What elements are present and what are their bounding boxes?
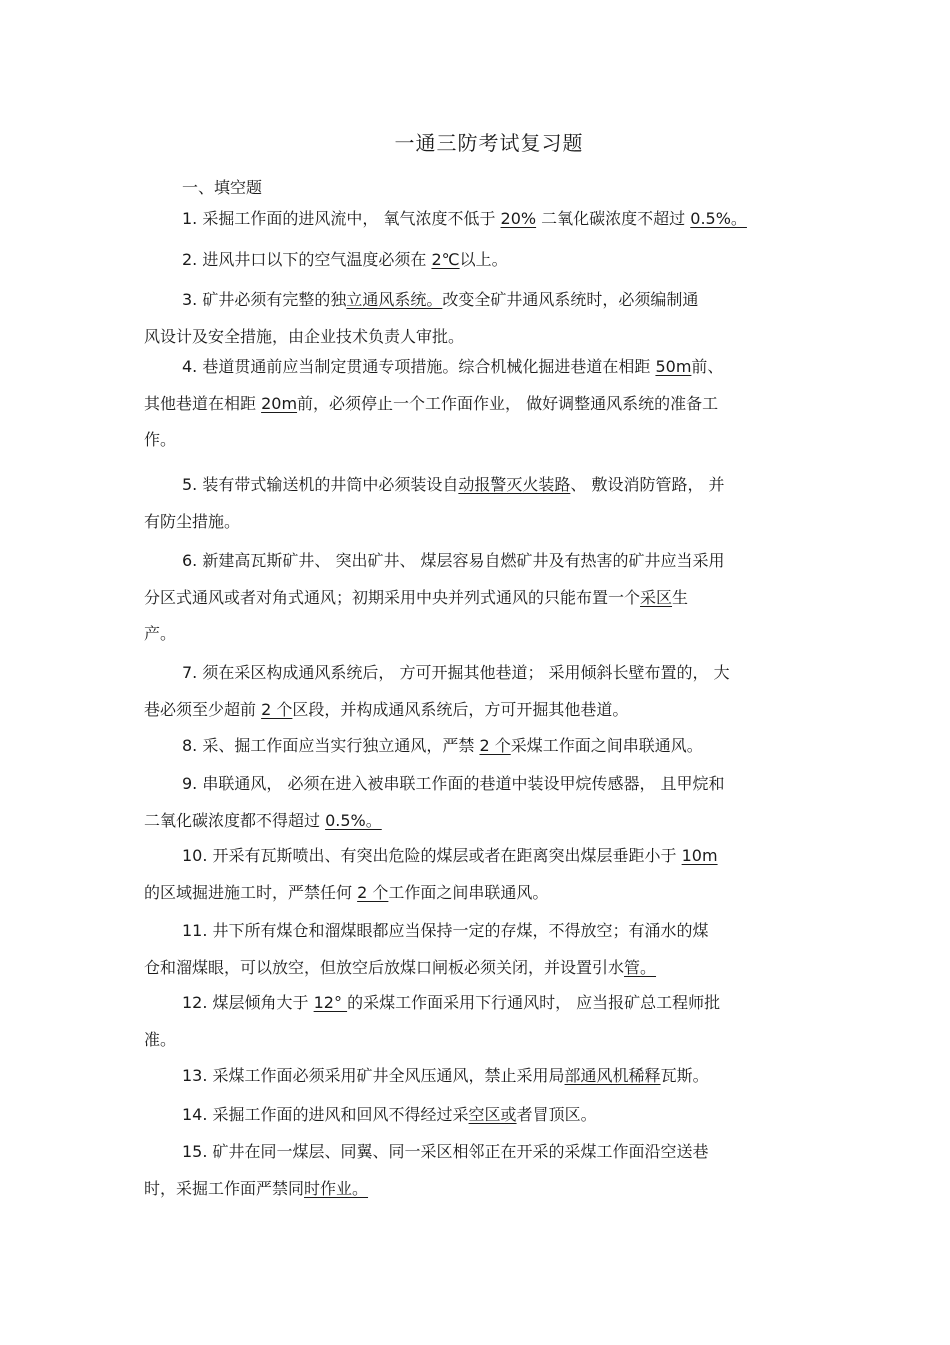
answer-blank: 2 个: [357, 882, 389, 902]
question-text: 有防尘措施。: [144, 511, 241, 531]
answer-blank: 20m: [261, 393, 298, 413]
question-text: 3. 矿井必须有完整的独: [182, 290, 347, 309]
question-item: [144, 1134, 814, 1207]
question-item: [144, 349, 814, 459]
question-text: 6. 新建高瓦斯矿井、 突出矿井、 煤层容易自燃矿井及有热害的矿井应当采用: [182, 551, 725, 570]
answer-blank: 0.5%。: [325, 810, 382, 830]
question-line: [144, 1022, 814, 1059]
question-text: 10. 开采有瓦斯喷出、有突出危险的煤层或者在距离突出煤层垂距小于: [182, 846, 682, 865]
question-line: [144, 1171, 814, 1208]
question-line: [144, 838, 814, 875]
question-line: [144, 504, 814, 541]
question-line: [144, 543, 814, 580]
question-item: [144, 913, 814, 986]
answer-blank: 空区或: [468, 1105, 517, 1124]
answer-blank: 10m: [681, 846, 718, 865]
question-line: [144, 655, 814, 692]
question-text: 区段，并构成通风系统后，方可开掘其他巷道。: [292, 699, 629, 719]
question-line: [144, 728, 814, 765]
question-text: 11. 井下所有煤仓和溜煤眼都应当保持一定的存煤，不得放空；有涌水的煤: [182, 921, 709, 940]
question-line: [144, 616, 814, 653]
answer-blank: 12°: [313, 993, 348, 1012]
question-text: 其他巷道在相距: [144, 393, 262, 413]
question-text: 产。: [144, 624, 177, 643]
question-text: 15. 矿井在同一煤层、同翼、同一采区相邻正在开采的采煤工作面沿空送巷: [182, 1142, 709, 1161]
question-line: [144, 349, 814, 386]
question-line: [144, 803, 814, 840]
question-item: [144, 728, 814, 765]
question-text: 二氧化碳浓度不超过: [536, 209, 691, 228]
question-text: 的区域掘进施工时，严禁任何: [144, 882, 358, 902]
document-title: 一通三防考试复习题: [394, 131, 584, 155]
question-item: [144, 543, 814, 653]
question-item: [144, 985, 814, 1058]
question-text: 7. 须在采区构成通风系统后， 方可开掘其他巷道； 采用倾斜长壁布置的， 大: [182, 663, 730, 682]
question-line: [144, 242, 814, 279]
question-line: [144, 875, 814, 912]
question-line: [144, 692, 814, 729]
question-line: [144, 386, 814, 423]
question-line: [144, 467, 814, 504]
question-item: [144, 282, 814, 355]
answer-blank: 时作业。: [304, 1178, 369, 1198]
question-item: [144, 766, 814, 839]
question-text: 生: [672, 587, 689, 607]
question-text: 仓和溜煤眼，可以放空，但放空后放煤口闸板必须关闭，并设置引水: [144, 957, 625, 977]
question-text: 8. 采、掘工作面应当实行独立通风，严禁: [182, 736, 480, 755]
question-text: 14. 采掘工作面的进风和回风不得经过采: [182, 1105, 469, 1124]
question-text: 分区式通风或者对角式通风；初期采用中央并列式通风的只能布置一个: [144, 587, 641, 607]
answer-blank: 2℃: [431, 250, 460, 269]
question-text: 前，必须停止一个工作面作业， 做好调整通风系统的准备工: [297, 393, 719, 413]
question-text: 二氧化碳浓度都不得超过: [144, 810, 326, 830]
question-text: 1. 采掘工作面的进风流中， 氧气浓度不低于: [182, 209, 501, 228]
answer-blank: 0.5%。: [690, 209, 747, 228]
question-line: [144, 1058, 814, 1095]
question-item: [144, 838, 814, 911]
question-text: 工作面之间串联通风。: [388, 882, 549, 902]
question-text: 准。: [144, 1029, 177, 1049]
question-line: [144, 950, 814, 987]
question-text: 时，采掘工作面严禁同: [144, 1178, 305, 1198]
answer-blank: 部通风机稀释: [564, 1066, 661, 1085]
question-line: [144, 766, 814, 803]
question-text: 作。: [144, 430, 177, 449]
answer-blank: 采区: [640, 587, 673, 607]
answer-blank: 2 个: [261, 699, 293, 719]
answer-blank: 管。: [624, 957, 657, 977]
answer-blank: 立通风系统。: [346, 290, 443, 309]
question-line: [144, 1097, 814, 1134]
question-text: 瓦斯。: [660, 1066, 709, 1085]
question-text: 12. 煤层倾角大于: [182, 993, 314, 1012]
question-item: [144, 1097, 814, 1134]
question-line: [144, 1134, 814, 1171]
question-text: 采煤工作面之间串联通风。: [510, 736, 703, 755]
section-heading: 一、填空题: [182, 178, 263, 197]
question-item: [144, 242, 814, 279]
question-text: 5. 装有带式输送机的井筒中必须装设自: [182, 475, 459, 494]
question-item: [144, 655, 814, 728]
question-text: 、 敷设消防管路， 并: [570, 475, 725, 494]
question-text: 前、: [691, 357, 724, 376]
answer-blank: 50m: [655, 357, 692, 376]
question-line: [144, 282, 814, 319]
question-line: [144, 913, 814, 950]
question-text: 风设计及安全措施，由企业技术负责人审批。: [144, 326, 465, 346]
question-text: 者冒顶区。: [516, 1105, 597, 1124]
question-text: 巷必须至少超前: [144, 699, 262, 719]
question-text: 的采煤工作面采用下行通风时， 应当报矿总工程师批: [347, 993, 721, 1012]
question-line: [144, 580, 814, 617]
answer-blank: 20%: [500, 209, 537, 228]
question-text: 9. 串联通风， 必须在进入被串联工作面的巷道中装设甲烷传感器， 且甲烷和: [182, 774, 725, 793]
question-item: [144, 1058, 814, 1095]
question-line: [144, 201, 814, 238]
question-text: 2. 进风井口以下的空气温度必须在: [182, 250, 432, 269]
question-text: 13. 采煤工作面必须采用矿井全风压通风，禁止采用局: [182, 1066, 565, 1085]
question-line: [144, 985, 814, 1022]
question-text: 以上。: [459, 250, 508, 269]
question-text: 4. 巷道贯通前应当制定贯通专项措施。综合机械化掘进巷道在相距: [182, 357, 656, 376]
answer-blank: 2 个: [479, 736, 511, 755]
question-item: [144, 467, 814, 540]
question-line: [144, 422, 814, 459]
question-item: [144, 201, 814, 238]
question-text: 改变全矿井通风系统时，必须编制通: [442, 290, 699, 309]
answer-blank: 动报警灭火装路: [458, 475, 571, 494]
